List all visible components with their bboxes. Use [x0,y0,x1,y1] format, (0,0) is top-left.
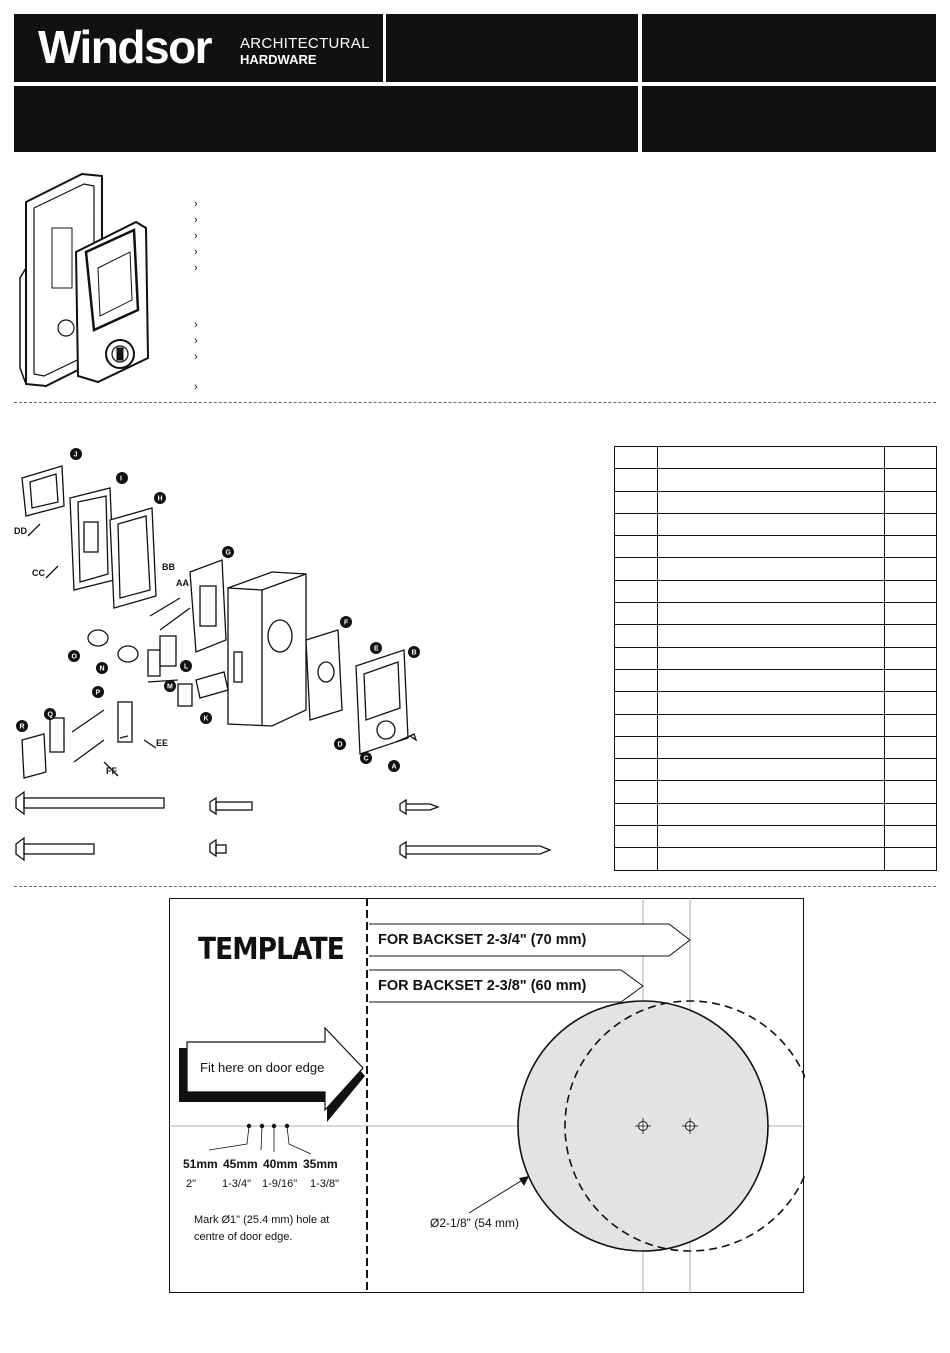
table-row [615,759,937,781]
mark-note-line-2: centre of door edge. [194,1231,293,1243]
parts-table [614,446,937,871]
measure-51: 51mm [183,1157,218,1171]
diameter-label: Ø2-1/8" (54 mm) [430,1216,519,1230]
screw-label: DD [14,526,27,536]
screw-label: FF [106,766,117,776]
callout-label: M [167,683,173,691]
feature-bullet: › [194,198,198,210]
measure-45: 45mm [223,1157,258,1171]
callout-label: N [99,665,105,673]
section-divider [14,402,936,403]
door-edge-label: Fit here on door edge [200,1060,325,1075]
feature-bullet: › [194,230,198,242]
backset-60-label: FOR BACKSET 2-3/8" (60 mm) [378,978,587,994]
callout-label: G [225,549,231,557]
measure-inch-2: 2" [186,1178,197,1190]
callout-label: B [411,649,417,657]
header-logo-panel [14,14,383,82]
table-row [615,692,937,714]
callout-label: H [157,495,163,503]
brand-line-2: HARDWARE [240,52,317,67]
table-row [615,447,937,469]
feature-bullet: › [194,262,198,274]
callout-label: A [391,763,397,771]
feature-bullet: › [194,214,198,226]
measure-40: 40mm [263,1157,298,1171]
table-row [615,513,937,535]
callout-label: C [363,755,369,763]
table-row [615,781,937,803]
table-row [615,469,937,491]
table-row [615,558,937,580]
callout-label: L [184,663,189,671]
measure-inch-1-3-8: 1-3/8" [310,1178,339,1190]
callout-label: Q [47,711,53,719]
header-title-panel [386,14,638,82]
table-row [615,536,937,558]
section-divider [14,886,936,887]
brand-logo: Windsor [38,21,212,73]
table-row [615,848,937,870]
template-title: TEMPLATE [198,932,344,967]
header-code-panel [642,14,936,82]
callout-label: K [203,715,209,723]
feature-bullet: › [194,246,198,258]
table-row [615,647,937,669]
table-row [615,625,937,647]
table-row [615,603,937,625]
product-illustration [14,168,174,403]
measure-inch-1-3-4: 1-3/4" [222,1178,251,1190]
callout-label: F [344,619,349,627]
mark-note-line-1: Mark Ø1" (25.4 mm) hole at [194,1214,330,1226]
screw-label: CC [32,568,45,578]
feature-bullet: › [194,319,198,331]
table-row [615,491,937,513]
header-model-panel [642,86,936,152]
table-row [615,803,937,825]
table-row [615,826,937,848]
callout-label: J [73,451,78,459]
exploded-parts-diagram [10,440,600,870]
feature-bullet: › [194,351,198,363]
table-row [615,669,937,691]
screw-label: AA [176,578,189,588]
table-row [615,714,937,736]
screw-label: EE [156,738,169,748]
callout-label: E [374,645,379,653]
callout-label: P [95,689,101,697]
table-row [615,580,937,602]
callout-label: D [337,741,343,749]
screw-label: BB [162,562,175,572]
callout-label: O [71,653,77,661]
feature-bullet: › [194,381,198,393]
callout-label: I [120,475,122,483]
measure-inch-1-9-16: 1-9/16" [262,1178,298,1190]
brand-line-1: ARCHITECTURAL [240,35,370,52]
feature-bullet: › [194,335,198,347]
measure-35: 35mm [303,1157,338,1171]
header-product-panel [14,86,638,152]
table-row [615,736,937,758]
backset-70-label: FOR BACKSET 2-3/4" (70 mm) [378,932,587,948]
callout-label: R [19,723,25,731]
